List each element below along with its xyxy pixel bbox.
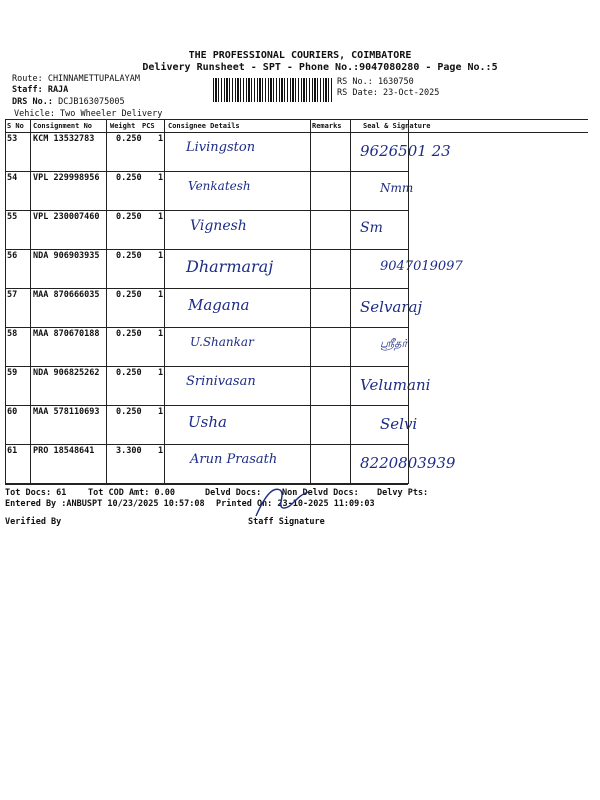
staff-signature-scribble [250,478,320,520]
row-consignment-no: MAA 578110693 [33,407,100,417]
row-divider [5,327,408,328]
consignee-handwriting: Usha [188,413,227,431]
row-sno: 53 [7,134,18,144]
row-pcs: 1 [158,329,164,339]
row-consignment-no: NDA 906825262 [33,368,100,378]
consignee-handwriting: Srinivasan [186,374,256,389]
col-consignee: Consignee Details [168,122,240,130]
row-consignment-no: MAA 870666035 [33,290,100,300]
route-label: Route: CHINNAMETTUPALAYAM [12,74,140,84]
vehicle-label: Vehicle: Two Wheeler Delivery [14,109,163,119]
row-consignment-no: VPL 230007460 [33,212,100,222]
seal-handwriting: ஸ்ரீதர் [380,337,408,350]
row-weight: 0.250 [116,134,142,144]
row-pcs: 1 [158,407,164,417]
verified-by: Verified By [5,517,62,527]
row-consignment-no: PRO 18548641 [33,446,95,456]
header-rule-right [408,119,588,120]
col-consignment: Consignment No [33,122,93,130]
column-divider [5,119,6,484]
non-delivered-docs: Non Delvd Docs: [282,488,359,498]
staff-label: Staff: RAJA [12,85,69,95]
drs-label-text: DRS No.: [12,97,53,107]
col-weight: Weight [110,122,136,130]
seal-handwriting: Nmm [380,181,414,195]
header-rule-right [408,132,588,133]
row-sno: 55 [7,212,18,222]
consignee-handwriting: Dharmaraj [186,257,274,276]
row-sno: 61 [7,446,18,456]
row-weight: 0.250 [116,407,142,417]
row-sno: 59 [7,368,18,378]
row-pcs: 1 [158,173,164,183]
consignee-handwriting: Arun Prasath [190,452,278,467]
row-pcs: 1 [158,368,164,378]
row-consignment-no: VPL 229998956 [33,173,100,183]
row-divider [5,405,408,406]
seal-handwriting: Sm [360,220,383,236]
consignee-handwriting: Livingston [186,140,256,155]
drs-label [12,97,125,107]
delivery-points: Delvy Pts: [377,488,429,498]
col-remarks: Remarks [312,122,342,130]
delivered-docs: Delvd Docs: [205,488,262,498]
row-divider [5,366,408,367]
column-divider [106,119,107,484]
rs-number: RS No.: 1630750 [337,77,414,87]
col-pcs: PCS [142,122,155,130]
row-weight: 3.300 [116,446,142,456]
consignee-handwriting: Vignesh [190,218,247,234]
row-pcs: 1 [158,251,164,261]
column-divider [310,119,311,484]
row-weight: 0.250 [116,212,142,222]
row-divider [5,444,408,445]
printed-on: Printed On: 23-10-2025 11:09:03 [216,499,375,509]
rs-date: RS Date: 23-Oct-2025 [337,88,440,98]
row-sno: 54 [7,173,18,183]
row-sno: 56 [7,251,18,261]
seal-handwriting: 9047019097 [380,259,463,274]
row-weight: 0.250 [116,290,142,300]
row-sno: 60 [7,407,18,417]
company-title: THE PROFESSIONAL COURIERS, COIMBATORE [188,50,412,61]
column-divider [350,119,351,484]
runsheet-subtitle: Delivery Runsheet - SPT - Phone No.:9047080280 - Page No.:5 [142,62,498,73]
row-weight: 0.250 [116,173,142,183]
row-divider [5,249,408,250]
total-cod-amount: Tot COD Amt: 0.00 [88,488,175,498]
total-docs: Tot Docs: 61 [5,488,67,498]
row-consignment-no: NDA 906903935 [33,251,100,261]
column-divider [30,119,31,484]
row-weight: 0.250 [116,368,142,378]
row-pcs: 1 [158,134,164,144]
row-weight: 0.250 [116,329,142,339]
row-pcs: 1 [158,446,164,456]
row-weight: 0.250 [116,251,142,261]
col-sno: S No [7,122,24,130]
seal-handwriting: Selvi [380,415,418,433]
row-divider [5,210,408,211]
seal-handwriting: 9626501 23 [360,142,451,160]
seal-handwriting: Selvaraj [360,298,423,316]
row-pcs: 1 [158,212,164,222]
row-sno: 58 [7,329,18,339]
row-consignment-no: MAA 870670188 [33,329,100,339]
entered-by: Entered By :ANBUSPT 10/23/2025 10:57:08 [5,499,205,509]
row-consignment-no: KCM 13532783 [33,134,95,144]
column-divider [408,119,409,484]
row-divider [5,288,408,289]
seal-handwriting: 8220803939 [360,454,456,472]
table-bottom-border [5,484,408,485]
consignee-handwriting: U.Shankar [190,335,254,349]
row-pcs: 1 [158,290,164,300]
row-divider [5,171,408,172]
staff-signature-label: Staff Signature [248,517,325,527]
barcode [213,78,333,102]
seal-handwriting: Velumani [360,376,431,394]
column-divider [164,119,165,484]
consignee-handwriting: Magana [188,296,250,314]
drs-number: DCJB163075005 [58,97,125,107]
consignee-handwriting: Venkatesh [188,179,251,193]
col-seal: Seal & Signature [363,122,431,130]
row-sno: 57 [7,290,18,300]
table-header-rule [5,132,407,133]
header-top-line [5,119,408,120]
